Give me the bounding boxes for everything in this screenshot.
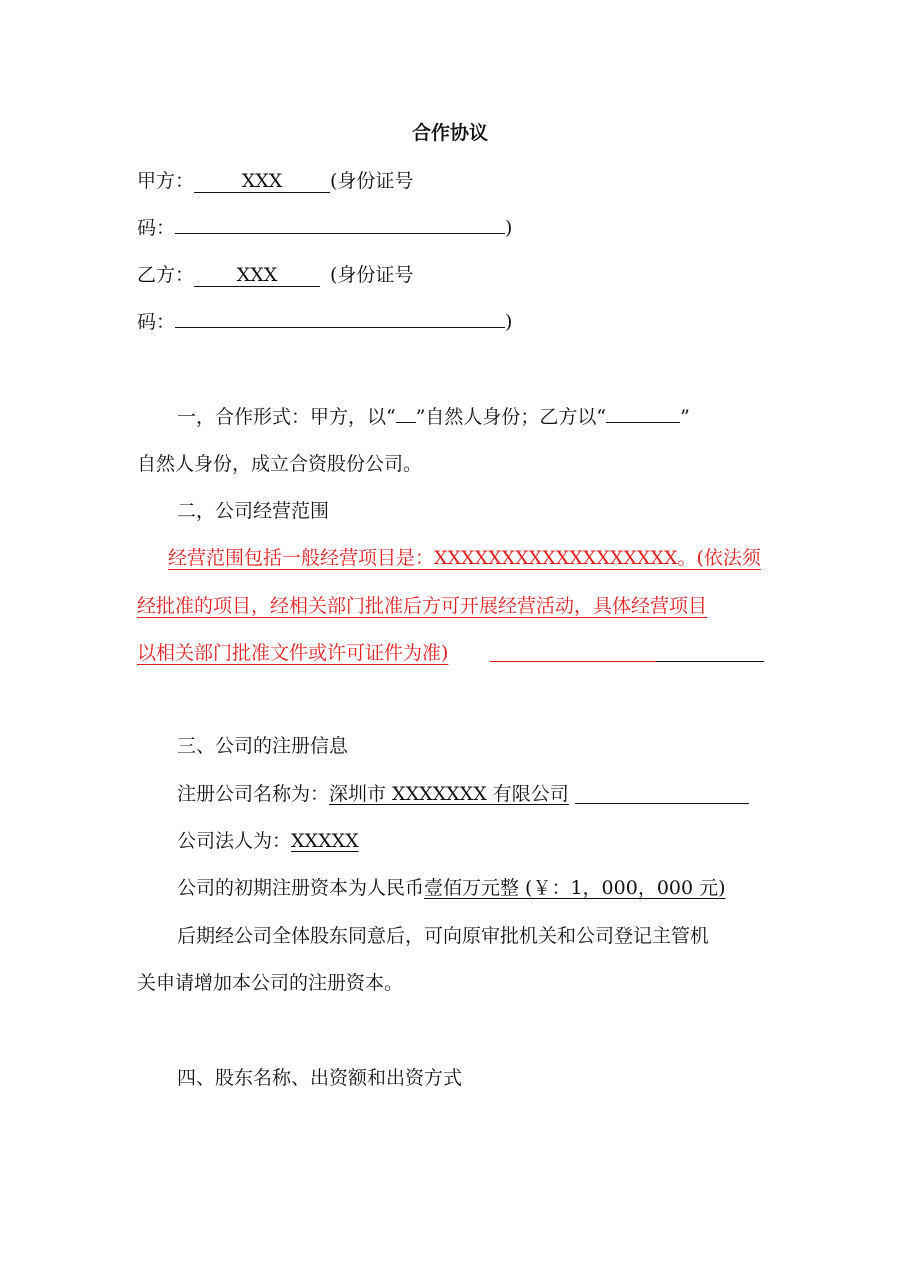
section1-line1 [177,404,690,430]
section4-heading: 四、股东名称、出资额和出资方式 [177,1067,463,1089]
party-a-id-field [175,233,505,234]
party-b-line [137,262,413,288]
company-name-underline [575,803,749,804]
capital-label: 公司的初期注册资本为人民币 [177,877,425,899]
section3-heading: 三、公司的注册信息 [177,735,349,757]
party-a-id-close: ) [505,217,513,239]
party-b-id-field [175,327,505,328]
business-scope-line3: 以相关部门批准文件或许可证件为准) [137,642,449,664]
party-a-identity-blank [396,422,416,423]
legal-rep-line [177,828,359,854]
business-scope-line2: 经批准的项目，经相关部门批准后方可开展经营活动，具体经营项目 [137,595,708,617]
legal-rep-value: XXXXX [291,830,359,852]
party-a-label: 甲方： [137,170,195,192]
page-title: 合作协议 [411,122,488,144]
capital-value: 壹佰万元整 (￥：1，000，000 元) [424,877,726,899]
section1-line2: 自然人身份，成立合资股份公司。 [137,453,423,475]
business-scope-underline-black [656,661,764,662]
party-b-id-label: 码： [137,311,176,333]
capital-increase-line1: 后期经公司全体股东同意后，可向原审批机关和公司登记主管机 [177,925,710,947]
party-a-name-field: XXX [194,170,330,193]
section1-text-a: 一，合作形式：甲方，以“ [177,406,396,428]
party-a-id-prefix: (身份证号 [330,170,414,192]
section1-text-b: ”自然人身份；乙方以“ [415,406,607,428]
party-b-id-close: ) [505,311,513,333]
party-b-id-line [137,309,512,335]
party-a-line [137,168,413,194]
party-b-name-field: XXX [194,264,320,287]
party-a-id-line [137,215,512,241]
company-name-value: 深圳市 XXXXXXX 有限公司 [329,783,569,805]
section2-heading: 二，公司经营范围 [177,500,330,522]
business-scope-line1: 经营范围包括一般经营项目是：XXXXXXXXXXXXXXXXXX。(依法须 [168,547,761,569]
company-name-line [177,781,569,807]
party-b-id-prefix: (身份证号 [330,264,414,286]
party-a-id-label: 码： [137,217,176,239]
party-b-identity-blank [606,422,680,423]
business-scope-underline-red [490,661,656,662]
section1-text-c: ” [680,406,690,428]
capital-increase-line2: 关申请增加本公司的注册资本。 [137,972,404,994]
legal-rep-label: 公司法人为： [177,830,292,852]
capital-line [177,875,726,901]
party-b-label: 乙方： [137,264,195,286]
company-name-label: 注册公司名称为： [177,783,330,805]
